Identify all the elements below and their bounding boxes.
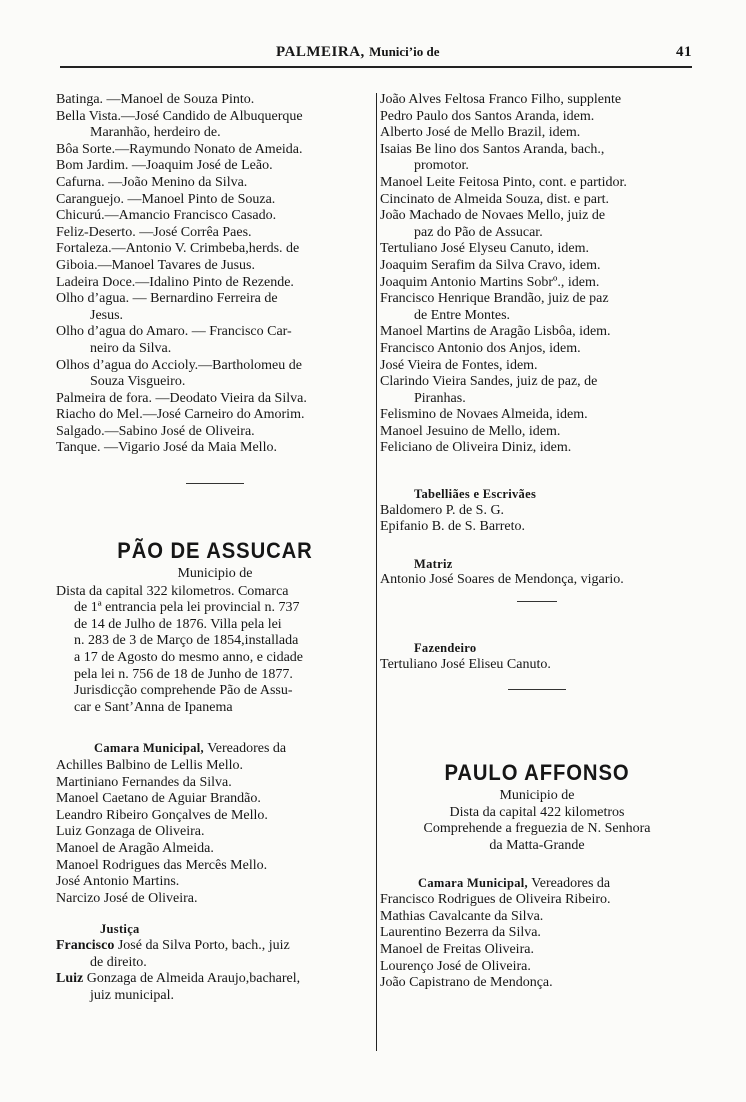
tabelliaes-entries bbox=[380, 503, 694, 536]
list-item: Mathias Cavalcante da Silva. bbox=[380, 908, 544, 924]
list-item: João Machado de Novaes Mello, juiz de bbox=[380, 208, 606, 224]
list-item: João Alves Feltosa Franco Filho, supplente bbox=[380, 92, 622, 107]
description-line: Dista da capital 422 kilometros bbox=[449, 804, 625, 820]
list-item: Bôa Sorte.—Raymundo Nonato de Ameida. bbox=[56, 141, 303, 157]
list-item-continuation: Souza Visgueiro. bbox=[90, 374, 186, 390]
list-item: Salgado.—Sabino José de Oliveira. bbox=[56, 423, 255, 439]
header-rule bbox=[60, 66, 692, 68]
paulo-camara-members bbox=[380, 892, 694, 992]
list-item-continuation: de Entre Montes. bbox=[414, 307, 511, 323]
column-divider bbox=[376, 93, 377, 1051]
left-column bbox=[56, 92, 374, 1004]
list-item: Tanque. —Vigario José da Maia Mello. bbox=[56, 440, 277, 456]
list-item: Manoel Martins de Aragão Lisbôa, idem. bbox=[380, 324, 611, 340]
supplentes-entries bbox=[380, 92, 694, 457]
list-item: Pedro Paulo dos Santos Aranda, idem. bbox=[380, 108, 595, 124]
list-item: João Capistrano de Mendonça. bbox=[380, 975, 553, 991]
list-item: Manoel Caetano de Aguiar Brandão. bbox=[56, 791, 261, 807]
list-item: Luiz Gonzaga de Oliveira. bbox=[56, 824, 205, 840]
list-item: Batinga. —Manoel de Souza Pinto. bbox=[56, 92, 255, 107]
description-line: Comprehende a freguezia de N. Senhora bbox=[423, 821, 651, 837]
section-rule bbox=[517, 601, 557, 602]
list-item-continuation: Jesus. bbox=[90, 307, 124, 323]
list-item: Bom Jardim. —Joaquim José de Leão. bbox=[56, 158, 273, 174]
pao-camara-heading: Camara Municipal, Vereadores da bbox=[94, 741, 287, 757]
list-item: Isaias Be lino dos Santos Aranda, bach., bbox=[380, 141, 605, 157]
list-item: Luiz Gonzaga de Almeida Araujo,bacharel, bbox=[56, 971, 301, 987]
list-item-continuation: Piranhas. bbox=[414, 390, 466, 406]
header-title: PALMEIRA, Munici’io de bbox=[276, 44, 440, 60]
pao-de-assucar-title: PÃO DE ASSUCAR bbox=[117, 538, 313, 564]
description-line: n. 283 de 3 de Março de 1854,installada bbox=[74, 633, 299, 649]
list-item: Francisco José da Silva Porto, bach., juiz bbox=[56, 937, 290, 953]
section-rule bbox=[186, 483, 244, 484]
description-line: pela lei n. 756 de 18 de Junho de 1877. bbox=[74, 666, 293, 682]
matriz-heading: Matriz bbox=[414, 556, 453, 571]
running-header bbox=[60, 38, 692, 60]
paulo-camara-heading: Camara Municipal, Vereadores da bbox=[418, 875, 611, 891]
description-line: Jurisdicção comprehende Pão de Assu- bbox=[74, 683, 293, 699]
pao-justica-heading: Justiça bbox=[100, 922, 140, 937]
description-line: car e Sant’Anna de Ipanema bbox=[74, 699, 233, 715]
pao-camara-members bbox=[56, 758, 374, 907]
description-line: de 14 de Julho de 1876. Villa pela lei bbox=[74, 616, 282, 632]
palmeira-entries bbox=[56, 92, 374, 457]
section-rule bbox=[508, 689, 566, 690]
list-item: Manoel Jesuino de Mello, idem. bbox=[380, 423, 561, 439]
list-item: Feliciano de Oliveira Diniz, idem. bbox=[380, 440, 572, 456]
list-item: Leandro Ribeiro Gonçalves de Mello. bbox=[56, 807, 268, 823]
description-line: de 1ª entrancia pela lei provincial n. 737 bbox=[74, 600, 300, 616]
list-item-continuation: neiro da Silva. bbox=[90, 340, 172, 356]
list-item: José Antonio Martins. bbox=[56, 874, 180, 890]
list-item-continuation: de direito. bbox=[90, 954, 147, 970]
list-item: Chicurú.—Amancio Francisco Casado. bbox=[56, 208, 277, 224]
list-item-continuation: promotor. bbox=[414, 158, 469, 174]
list-item: Riacho do Mel.—José Carneiro do Amorim. bbox=[56, 407, 305, 423]
paulo-description bbox=[380, 805, 694, 855]
list-item: José Vieira de Fontes, idem. bbox=[380, 357, 538, 373]
pao-description bbox=[56, 584, 374, 717]
list-item-continuation: Maranhão, herdeiro de. bbox=[90, 125, 221, 141]
tabelliaes-heading: Tabelliães e Escrivães bbox=[414, 487, 537, 502]
paulo-affonso-title: PAULO AFFONSO bbox=[444, 760, 630, 786]
list-item: Ladeira Doce.—Idalino Pinto de Rezende. bbox=[56, 274, 294, 290]
list-item: Baldomero P. de S. G. bbox=[380, 502, 505, 518]
list-item: Olhos d’agua do Accioly.—Bartholomeu de bbox=[56, 357, 302, 373]
list-item: Fortaleza.—Antonio V. Crimbeba,herds. de bbox=[56, 241, 300, 257]
matriz-entry: Antonio José Soares de Mendonça, vigario. bbox=[380, 572, 624, 588]
list-item: Bella Vista.—José Candido de Albuquerque bbox=[56, 108, 303, 124]
list-item: Manoel Rodrigues das Mercês Mello. bbox=[56, 857, 268, 873]
list-item: Clarindo Vieira Sandes, juiz de paz, de bbox=[380, 374, 598, 390]
list-item: Caranguejo. —Manoel Pinto de Souza. bbox=[56, 191, 276, 207]
list-item: Manoel de Freitas Oliveira. bbox=[380, 941, 534, 957]
pao-justica-entries bbox=[56, 938, 374, 1004]
list-item: Tertuliano José Elyseu Canuto, idem. bbox=[380, 241, 589, 257]
list-item: Martiniano Fernandes da Silva. bbox=[56, 774, 232, 790]
list-item: Cincinato de Almeida Souza, dist. e part. bbox=[380, 191, 610, 207]
right-column bbox=[380, 92, 694, 992]
list-item-continuation: paz do Pão de Assucar. bbox=[414, 224, 543, 240]
list-item: Palmeira de fora. —Deodato Vieira da Silva. bbox=[56, 390, 307, 406]
list-item: Cafurna. —João Menino da Silva. bbox=[56, 174, 248, 190]
list-item-continuation: juiz municipal. bbox=[90, 987, 174, 1003]
fazendeiro-heading: Fazendeiro bbox=[414, 641, 477, 656]
list-item: Epifanio B. de S. Barreto. bbox=[380, 519, 526, 535]
paulo-municipio-label: Municipio de bbox=[499, 788, 575, 804]
list-item: Achilles Balbino de Lellis Mello. bbox=[56, 758, 244, 773]
list-item: Giboia.—Manoel Tavares de Jusus. bbox=[56, 257, 256, 273]
description-line: a 17 de Agosto do mesmo anno, e cidade bbox=[74, 650, 304, 666]
list-item: Lourenço José de Oliveira. bbox=[380, 958, 531, 974]
list-item: Francisco Henrique Brandão, juiz de paz bbox=[380, 291, 609, 307]
list-item: Narcizo José de Oliveira. bbox=[56, 890, 198, 906]
list-item: Francisco Antonio dos Anjos, idem. bbox=[380, 340, 581, 356]
list-item: Laurentino Bezerra da Silva. bbox=[380, 925, 541, 941]
list-item: Feliz-Deserto. —José Corrêa Paes. bbox=[56, 224, 252, 240]
list-item: Joaquim Antonio Martins Sobrº., idem. bbox=[380, 274, 600, 290]
fazendeiro-entry: Tertuliano José Eliseu Canuto. bbox=[380, 656, 551, 672]
list-item: Manoel de Aragão Almeida. bbox=[56, 840, 214, 856]
list-item: Olho d’agua do Amaro. — Francisco Car- bbox=[56, 324, 292, 340]
list-item: Manoel Leite Feitosa Pinto, cont. e partidor. bbox=[380, 174, 627, 190]
list-item: Alberto José de Mello Brazil, idem. bbox=[380, 125, 581, 141]
list-item: Joaquim Serafim da Silva Cravo, idem. bbox=[380, 257, 601, 273]
page-number: 41 bbox=[676, 44, 692, 60]
list-item: Francisco Rodrigues de Oliveira Ribeiro. bbox=[380, 892, 611, 908]
list-item: Felismino de Novaes Almeida, idem. bbox=[380, 407, 588, 423]
list-item: Olho d’agua. — Bernardino Ferreira de bbox=[56, 291, 278, 307]
description-line: Dista da capital 322 kilometros. Comarca bbox=[56, 583, 289, 599]
description-line: da Matta-Grande bbox=[489, 838, 585, 853]
pao-municipio-label: Municipio de bbox=[177, 566, 253, 582]
